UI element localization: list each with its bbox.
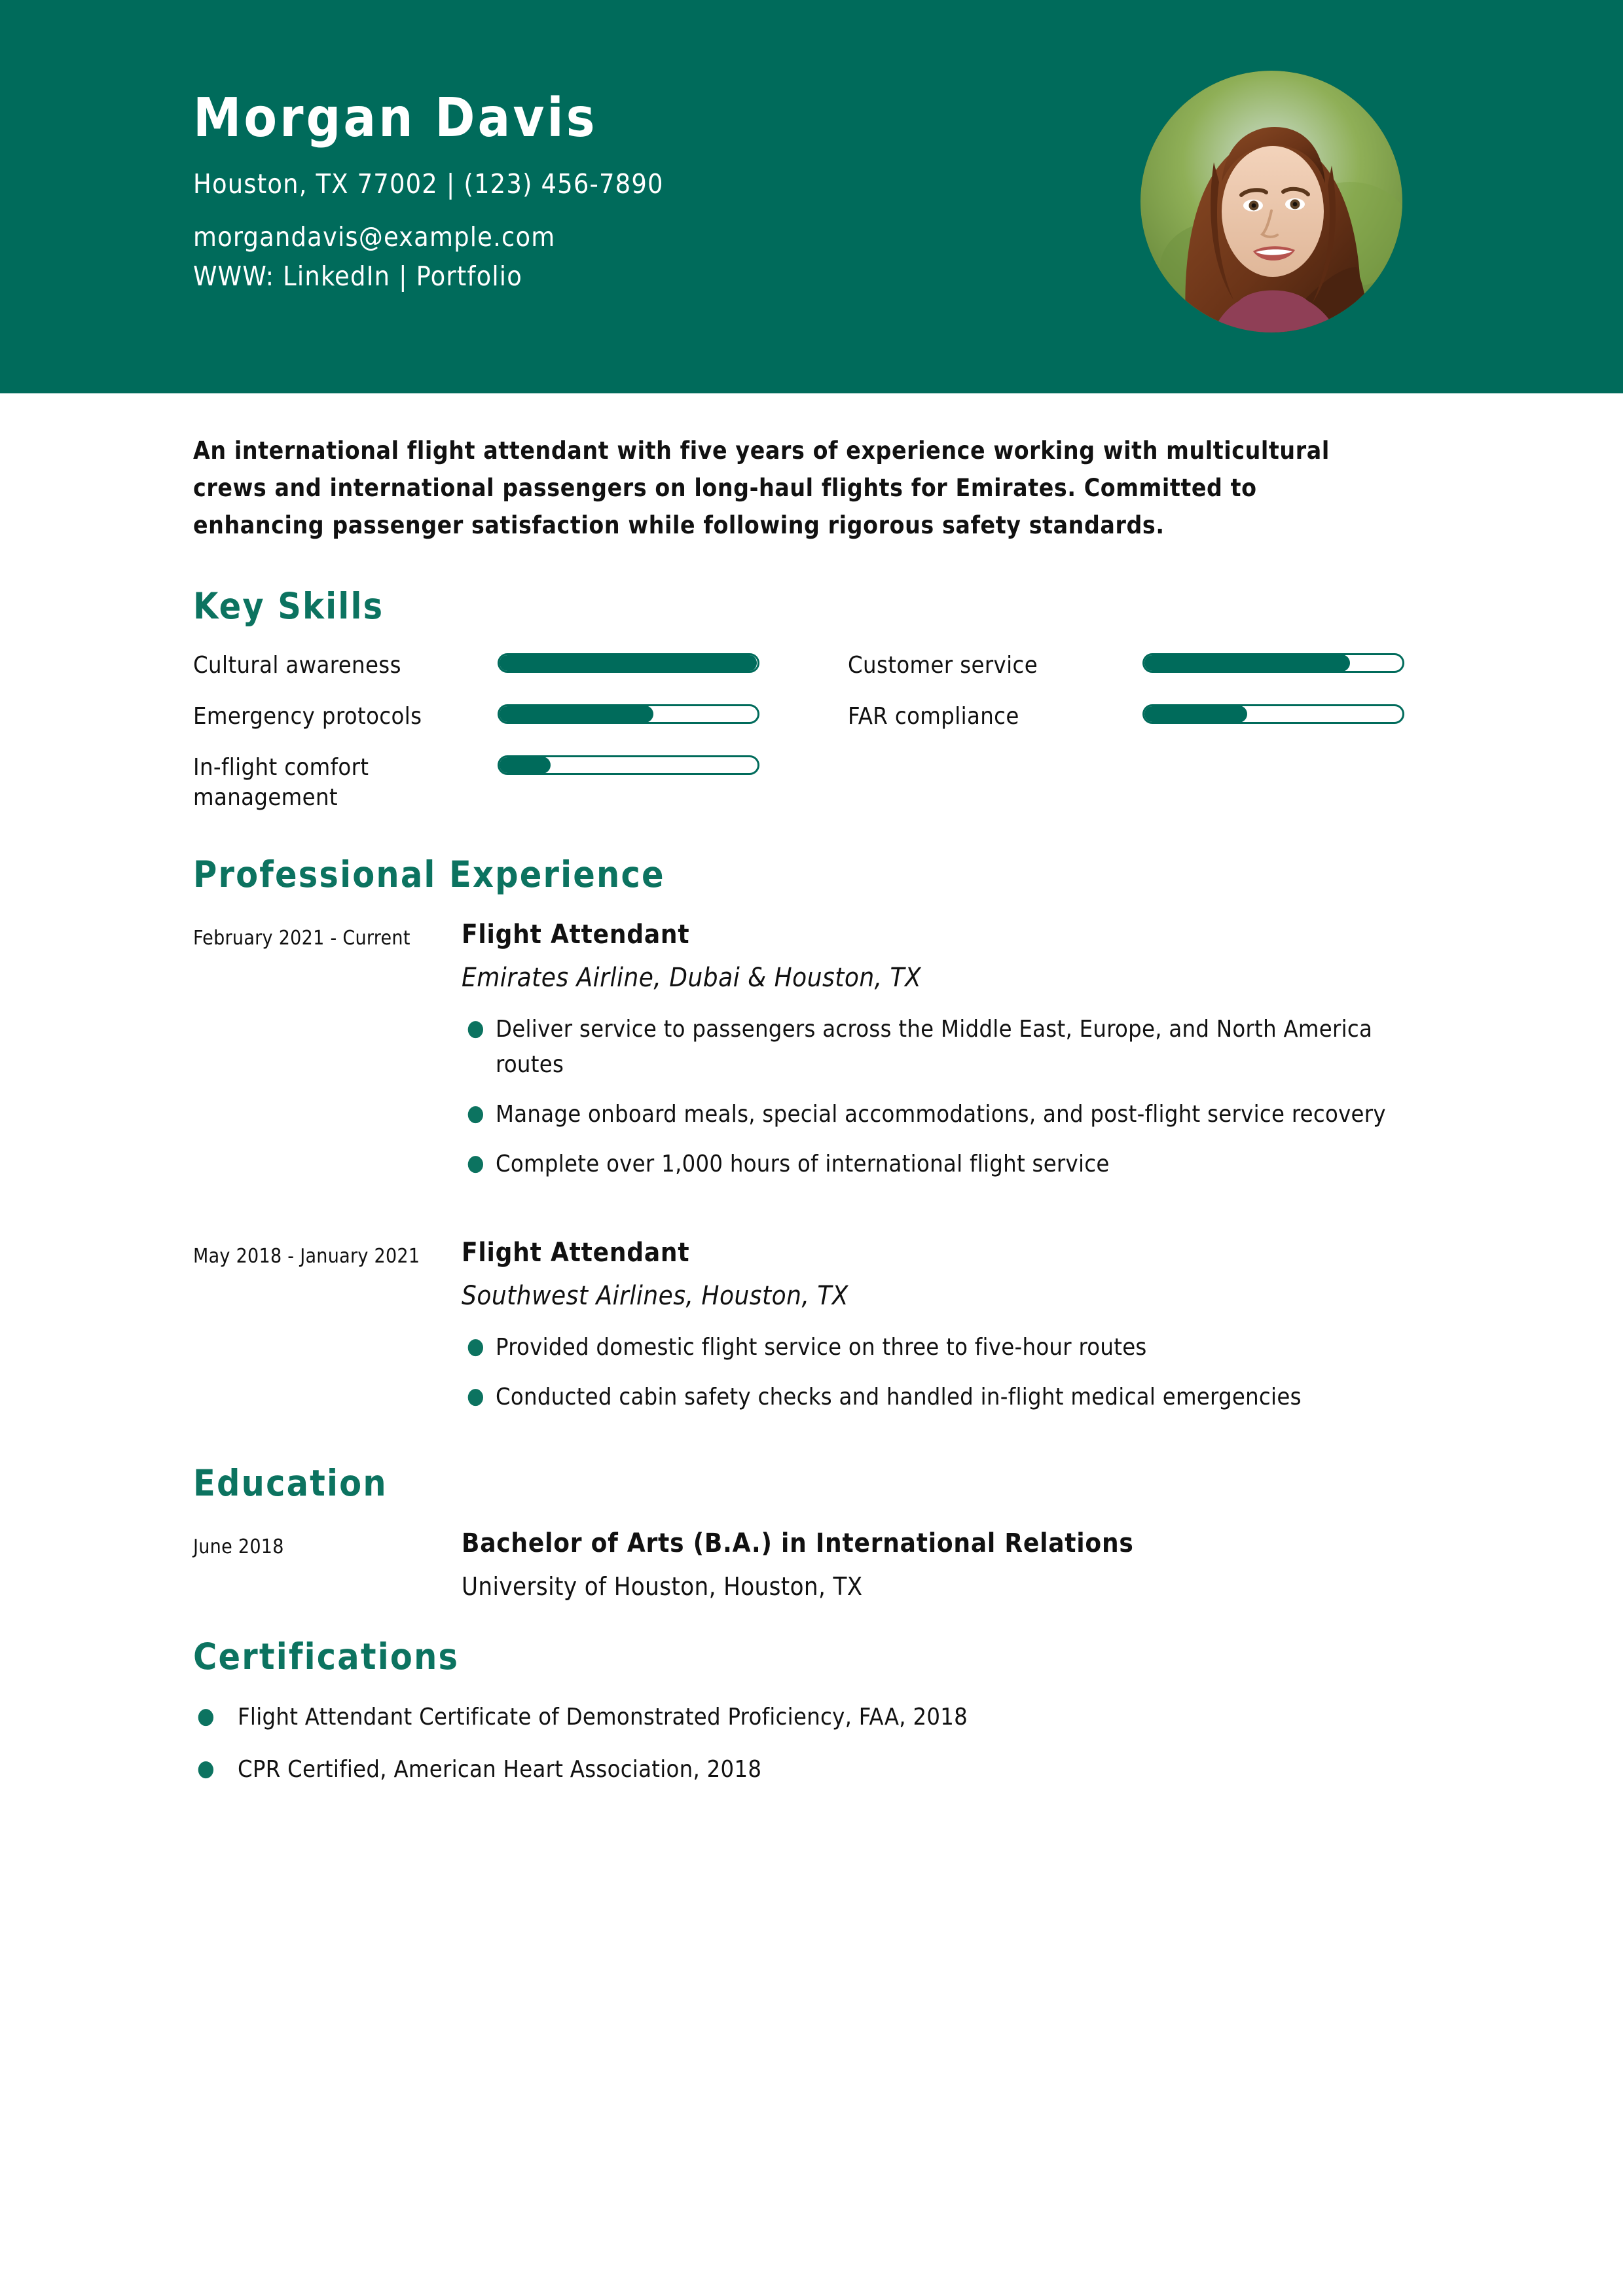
skill-row [848, 700, 1437, 751]
skill-label: FAR compliance [848, 702, 1019, 730]
professional-summary: An international flight attendant with five years of experience working with multicultural crews and international passengers on long-haul flights for Emirates. Committed to enhancing passenger satisfaction while following rigorous safety standards. [193, 437, 1330, 539]
list-item [462, 1330, 1437, 1365]
job-title: Flight Attendant [462, 1238, 690, 1268]
contact-location-phone: Houston, TX 77002 | (123) 456-7890 [193, 168, 664, 200]
experience-details [462, 918, 1437, 1196]
skill-label: In-flight comfort management [193, 753, 369, 811]
skill-level-bar [1142, 704, 1404, 724]
experience-bullet-list [462, 1012, 1437, 1182]
key-skills-left-column [193, 649, 848, 813]
list-item [462, 1012, 1437, 1083]
experience-dates: May 2018 - January 2021 [193, 1245, 420, 1268]
degree-title: Bachelor of Arts (B.A.) in International Relations [462, 1528, 1134, 1559]
section-heading-experience: Professional Experience [193, 853, 665, 896]
bullet-text: Provided domestic flight service on three to five-hour routes [496, 1334, 1147, 1361]
page-title: Morgan Davis [193, 87, 598, 149]
header-contact-block [193, 87, 1110, 296]
list-item [193, 1700, 1437, 1735]
experience-details [462, 1236, 1437, 1429]
key-skills-grid [193, 649, 1437, 813]
bullet-dot-icon: ● [197, 1755, 215, 1782]
skill-row [193, 700, 848, 751]
skill-label: Customer service [848, 651, 1038, 679]
bullet-text: Manage onboard meals, special accommodations, and post-flight service recovery [496, 1101, 1386, 1128]
skill-level-bar [498, 653, 759, 673]
list-item [462, 1380, 1437, 1415]
skill-row [848, 649, 1437, 700]
job-organization: Emirates Airline, Dubai & Houston, TX [462, 963, 922, 994]
bullet-text: Conducted cabin safety checks and handled in-flight medical emergencies [496, 1384, 1302, 1411]
list-item [193, 1752, 1437, 1787]
education-entry [193, 1526, 1437, 1603]
experience-bullet-list [462, 1330, 1437, 1415]
skill-level-fill [499, 706, 653, 723]
education-details [462, 1526, 1437, 1603]
bullet-dot-icon: ● [197, 1703, 215, 1730]
experience-entry [193, 918, 1437, 1196]
list-item [462, 1097, 1437, 1132]
experience-entry [193, 1236, 1437, 1429]
skill-level-fill [1144, 706, 1247, 723]
skill-label: Cultural awareness [193, 651, 401, 679]
job-title: Flight Attendant [462, 920, 690, 950]
education-dates: June 2018 [193, 1535, 284, 1559]
school-name: University of Houston, Houston, TX [462, 1572, 863, 1602]
bullet-dot-icon: ● [467, 1150, 484, 1177]
bullet-text: Complete over 1,000 hours of international flight service [496, 1151, 1110, 1178]
certifications-list [193, 1700, 1437, 1787]
section-heading-certifications: Certifications [193, 1636, 460, 1678]
experience-dates: February 2021 - Current [193, 927, 410, 950]
avatar-photo-icon [1140, 71, 1402, 332]
bullet-dot-icon: ● [467, 1015, 484, 1042]
key-skills-right-column [848, 649, 1437, 751]
skill-level-fill [499, 655, 757, 672]
skill-row [193, 751, 848, 813]
certification-text: Flight Attendant Certificate of Demonstrated Proficiency, FAA, 2018 [238, 1704, 968, 1731]
skill-level-bar [498, 755, 759, 775]
contact-email[interactable]: morgandavis@example.com [193, 221, 556, 253]
skill-level-bar [1142, 653, 1404, 673]
skill-level-fill [1144, 655, 1350, 672]
bullet-text: Deliver service to passengers across the Middle East, Europe, and North America routes [496, 1016, 1373, 1079]
bullet-dot-icon: ● [467, 1383, 484, 1410]
list-item [462, 1147, 1437, 1182]
job-organization: Southwest Airlines, Houston, TX [462, 1281, 848, 1312]
avatar [1140, 71, 1402, 332]
skill-row [193, 649, 848, 700]
resume-body [0, 393, 1623, 1804]
section-heading-key-skills: Key Skills [193, 584, 384, 627]
bullet-dot-icon: ● [467, 1333, 484, 1360]
skill-level-bar [498, 704, 759, 724]
skill-label: Emergency protocols [193, 702, 422, 730]
contact-websites[interactable]: WWW: LinkedIn | Portfolio [193, 260, 523, 292]
bullet-dot-icon: ● [467, 1100, 484, 1127]
certification-text: CPR Certified, American Heart Association, 2018 [238, 1756, 762, 1784]
section-heading-education: Education [193, 1462, 388, 1505]
resume-header [0, 0, 1623, 393]
skill-level-fill [499, 757, 551, 774]
